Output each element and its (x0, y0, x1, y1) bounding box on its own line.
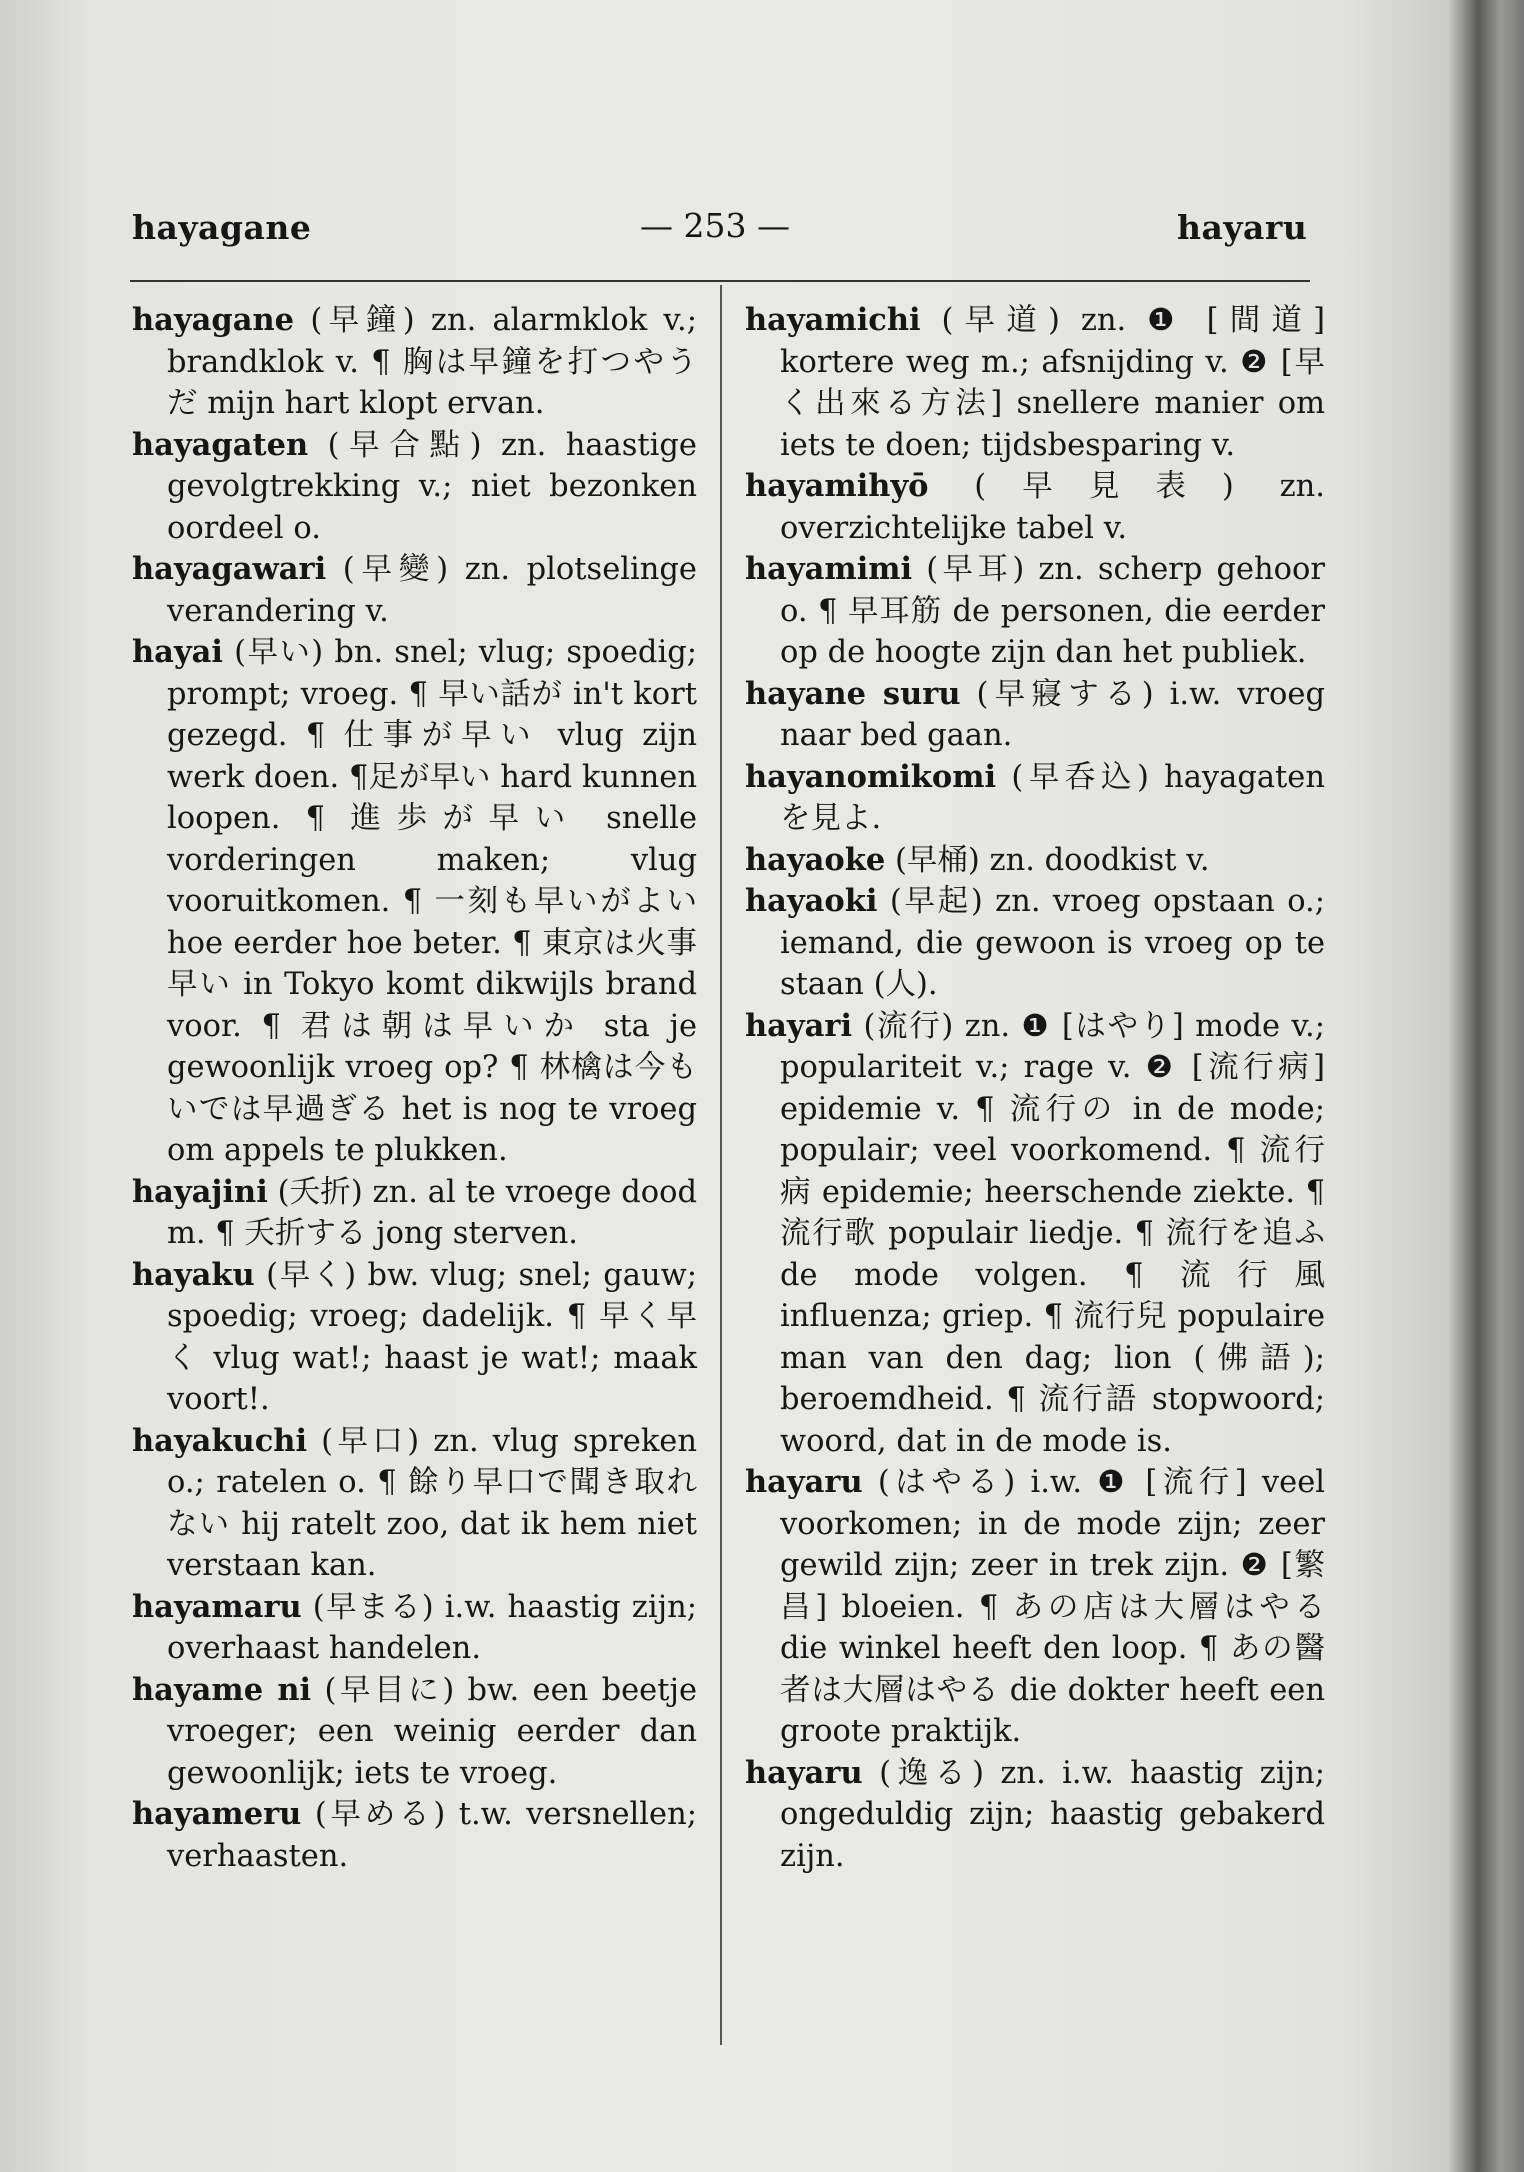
entry-text: (早呑込) hayagaten を見よ. (780, 759, 1325, 836)
entry-text: (早寢する) i.w. vroeg naar bed gaan. (780, 676, 1325, 753)
dictionary-entry (132, 1421, 697, 1587)
running-head-left: hayagane (132, 208, 312, 247)
headword: hayagaten (132, 426, 309, 463)
dictionary-entry (745, 300, 1325, 466)
entry-text: (早い) bn. snel; vlug; spoedig; prompt; vroeg. ¶ 早い話が in't kort gezegd. ¶ 仕事が早い vlug zijn werk doen. ¶足が早い hard kunnen loopen. ¶ 進歩が早い snelle vorderingen maken; vlug vooruitkomen. ¶ 一刻も早いがよい hoe eerder hoe beter. ¶ 東京は火事早い in Tokyo komt dikwijls brand voor. ¶ 君は朝は早いか sta je gewoonlijk vroeg op? ¶ 林檎は今もいでは早過ぎる het is nog te vroeg om appels te plukken. (167, 635, 697, 1168)
right-column (745, 300, 1325, 1877)
entry-text: (早める) t.w. versnellen; verhaasten. (167, 1797, 697, 1874)
entry-text: (はやる) i.w. ❶ [流行] veel voorkomen; in de mode zijn; zeer gewild zijn; zeer in trek zijn. ❷ [繁昌] bloeien. ¶ あの店は大層はやる die winkel heeft den loop. ¶ あの醫者は大層はやる die dokter heeft een groote praktijk. (780, 1465, 1326, 1749)
dictionary-entry (745, 881, 1325, 1006)
dictionary-entry (132, 1794, 697, 1877)
entry-text: (早合點) zn. haastige gevolgtrekking v.; niet bezonken oordeel o. (167, 427, 697, 546)
dictionary-entry (745, 1753, 1325, 1878)
headword: hayamichi (745, 302, 921, 338)
headword: hayameru (132, 1796, 302, 1832)
dictionary-entry (132, 1587, 697, 1670)
headword: hayakuchi (132, 1422, 308, 1459)
headword: hayaoki (745, 883, 878, 919)
headword: hayaku (132, 1256, 255, 1293)
dictionary-entry (745, 840, 1325, 882)
headword: hayari (745, 1007, 853, 1044)
entry-text: (早口) zn. vlug spreken o.; ratelen o. ¶ 餘り早口で聞き取れない hij ratelt zoo, dat ik hem niet verstaan kan. (167, 1423, 697, 1583)
headword: hayagane (132, 302, 295, 338)
dictionary-entry (745, 1006, 1325, 1463)
headword: hayaru (745, 1754, 863, 1791)
entry-text: (早耳) zn. scherp gehoor o. ¶ 早耳筋 de personen, die eerder op de hoogte zijn dan het publiek. (780, 552, 1325, 670)
headword: hayajini (132, 1173, 268, 1210)
dictionary-entry (132, 300, 697, 425)
left-column (132, 300, 697, 1877)
headword: hayame ni (132, 1671, 312, 1708)
page-number: — 253 — (640, 206, 790, 245)
dictionary-entry (745, 674, 1325, 757)
dictionary-entry (132, 1172, 697, 1255)
column-divider (720, 285, 722, 2045)
headword: hayai (132, 634, 224, 670)
header-rule (130, 280, 1310, 282)
headword: hayane suru (745, 675, 961, 712)
entry-text: (早見表) zn. overzichtelijke tabel v. (780, 469, 1325, 546)
headword: hayaru (745, 1464, 863, 1500)
dictionary-entry (132, 549, 697, 632)
entry-text: (夭折) zn. al te vroege dood m. ¶ 夭折する jong sterven. (167, 1174, 697, 1251)
dictionary-entry (745, 1462, 1325, 1753)
headword: hayamimi (745, 551, 913, 587)
entry-text: (早まる) i.w. haastig zijn; overhaast handelen. (167, 1589, 697, 1666)
headword: hayamaru (132, 1588, 302, 1625)
dictionary-entry (132, 632, 697, 1172)
dictionary-entry (745, 757, 1325, 840)
dictionary-entry (132, 1670, 697, 1795)
entry-text: (逸る) zn. i.w. haastig zijn; ongeduldig zijn; haastig gebakerd zijn. (780, 1755, 1325, 1874)
entry-text: (早變) zn. plotselinge verandering v. (167, 552, 697, 629)
running-head-right: hayaru (1177, 208, 1308, 247)
entry-text: (早く) bw. vlug; snel; gauw; spoedig; vroeg; dadelijk. ¶ 早く早く vlug wat!; haast je wat!; maak voort!. (167, 1257, 697, 1417)
entry-text: (早道) zn. ❶ [間道] kortere weg m.; afsnijding v. ❷ [早く出來る方法] snellere manier om iets te doen; tijdsbesparing v. (780, 303, 1325, 463)
headword: hayanomikomi (745, 758, 997, 795)
dictionary-entry (132, 425, 697, 550)
entry-text: (早起) zn. vroeg opstaan o.; iemand, die gewoon is vroeg op te staan (人). (780, 884, 1325, 1002)
entry-text: (流行) zn. ❶ [はやり] mode v.; populariteit v.; rage v. ❷ [流行病] epidemie v. ¶ 流行の in de mode; populair; veel voorkomend. ¶ 流行病 epidemie; heerschende ziekte. ¶ 流行歌 populair liedje. ¶ 流行を追ふ de mode volgen. ¶ 流行風 influenza; griep. ¶ 流行兒 populaire man van den dag; lion (佛語); beroemdheid. ¶ 流行語 stopwoord; woord, dat in de mode is. (780, 1008, 1325, 1459)
headword: hayamihyō (745, 468, 929, 504)
dictionary-entry (745, 549, 1325, 674)
entry-text: (早鐘) zn. alarmklok v.; brandklok v. ¶ 胸は早鐘を打つやうだ mijn hart klopt ervan. (167, 303, 697, 421)
entry-text: (早目に) bw. een beetje vroeger; een weinig eerder dan gewoonlijk; iets te vroeg. (167, 1672, 697, 1791)
headword: hayagawari (132, 551, 327, 587)
dictionary-entry (745, 466, 1325, 549)
entry-text: (早桶) zn. doodkist v. (895, 842, 1210, 878)
headword: hayaoke (745, 841, 886, 878)
dictionary-entry (132, 1255, 697, 1421)
